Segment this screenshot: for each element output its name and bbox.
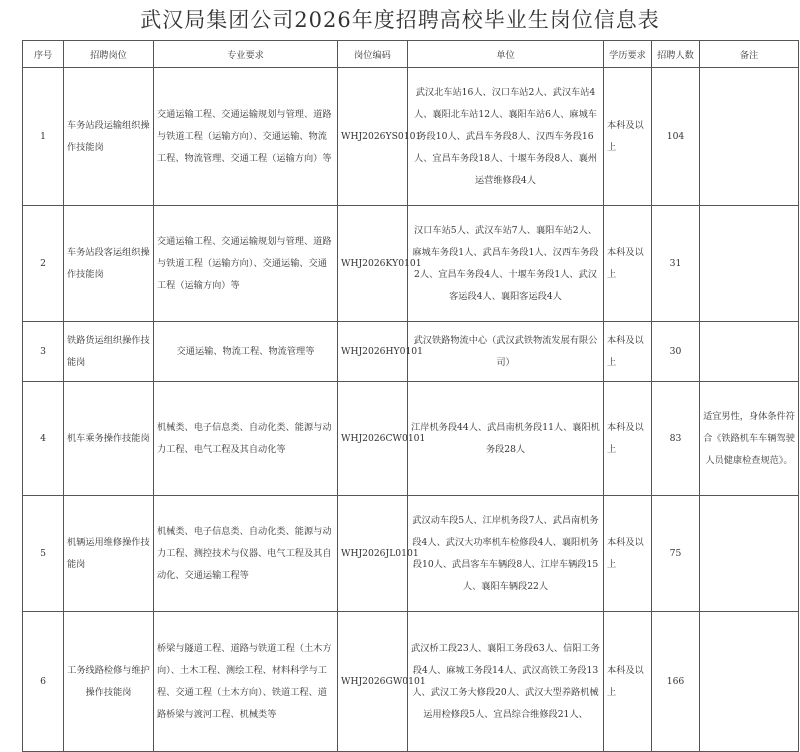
cell-code: WHJ2026KY0101 [338, 206, 408, 322]
cell-major: 交通运输工程、交通运输规划与管理、道路与铁道工程（运输方向）、交通运输、交通工程（运输方向）等 [154, 206, 338, 322]
cell-note [700, 206, 799, 322]
header-position: 招聘岗位 [64, 41, 154, 68]
header-code: 岗位编码 [338, 41, 408, 68]
cell-edu: 本科及以上 [604, 322, 652, 382]
cell-count: 31 [652, 206, 700, 322]
cell-major: 交通运输、物流工程、物流管理等 [154, 322, 338, 382]
page-title: 武汉局集团公司2026年度招聘高校毕业生岗位信息表 [140, 8, 660, 32]
cell-unit: 武汉铁路物流中心（武汉武铁物流发展有限公司） [408, 322, 604, 382]
cell-code: WHJ2026JL0101 [338, 496, 408, 612]
cell-position: 铁路货运组织操作技能岗 [64, 322, 154, 382]
cell-code: WHJ2026GW0101 [338, 612, 408, 752]
cell-edu: 本科及以上 [604, 612, 652, 752]
cell-unit: 江岸机务段44人、武昌南机务段11人、襄阳机务段28人 [408, 382, 604, 496]
cell-note [700, 68, 799, 206]
cell-count: 83 [652, 382, 700, 496]
cell-note [700, 612, 799, 752]
job-table [22, 40, 799, 752]
cell-count: 166 [652, 612, 700, 752]
cell-edu: 本科及以上 [604, 496, 652, 612]
cell-count: 30 [652, 322, 700, 382]
table-row [23, 68, 799, 206]
cell-note: 适宜男性，身体条件符合《铁路机车车辆驾驶人员健康检查规范》。 [700, 382, 799, 496]
cell-position: 机车乘务操作技能岗 [64, 382, 154, 496]
table-header-row [23, 41, 799, 68]
cell-seq: 2 [23, 206, 64, 322]
cell-count: 104 [652, 68, 700, 206]
cell-unit: 汉口车站5人、武汉车站7人、襄阳车站2人、麻城车务段1人、武昌车务段1人、汉西车务段2人、宜昌车务段4人、十堰车务段1人、武汉客运段4人、襄阳客运段4人 [408, 206, 604, 322]
cell-note [700, 322, 799, 382]
header-major: 专业要求 [154, 41, 338, 68]
cell-seq: 1 [23, 68, 64, 206]
cell-unit: 武汉北车站16人、汉口车站2人、武汉车站4人、襄阳北车站12人、襄阳车站6人、麻城车务段10人、武昌车务段8人、汉西车务段16人、宜昌车务段18人、十堰车务段8人、襄州运营维修段4人 [408, 68, 604, 206]
header-note: 备注 [700, 41, 799, 68]
cell-seq: 6 [23, 612, 64, 752]
header-edu: 学历要求 [604, 41, 652, 68]
cell-seq: 4 [23, 382, 64, 496]
table-row [23, 382, 799, 496]
table-row [23, 612, 799, 752]
cell-position: 车务站段运输组织操作技能岗 [64, 68, 154, 206]
cell-code: WHJ2026HY0101 [338, 322, 408, 382]
cell-note [700, 496, 799, 612]
cell-unit: 武汉动车段5人、江岸机务段7人、武昌南机务段4人、武汉大功率机车检修段4人、襄阳机务段10人、武昌客车车辆段8人、江岸车辆段15人、襄阳车辆段22人 [408, 496, 604, 612]
table-row [23, 322, 799, 382]
cell-major: 机械类、电子信息类、自动化类、能源与动力工程、电气工程及其自动化等 [154, 382, 338, 496]
cell-position: 车务站段客运组织操作技能岗 [64, 206, 154, 322]
cell-position: 工务线路检修与维护操作技能岗 [64, 612, 154, 752]
cell-edu: 本科及以上 [604, 382, 652, 496]
cell-major: 机械类、电子信息类、自动化类、能源与动力工程、测控技术与仪器、电气工程及其自动化、交通运输工程等 [154, 496, 338, 612]
header-count: 招聘人数 [652, 41, 700, 68]
cell-code: WHJ2026CW0101 [338, 382, 408, 496]
cell-seq: 3 [23, 322, 64, 382]
cell-major: 交通运输工程、交通运输规划与管理、道路与铁道工程（运输方向）、交通运输、物流工程、物流管理、交通工程（运输方向）等 [154, 68, 338, 206]
cell-edu: 本科及以上 [604, 68, 652, 206]
table-row [23, 496, 799, 612]
cell-seq: 5 [23, 496, 64, 612]
cell-code: WHJ2026YS0101 [338, 68, 408, 206]
table-row [23, 206, 799, 322]
cell-edu: 本科及以上 [604, 206, 652, 322]
cell-unit: 武汉桥工段23人、襄阳工务段63人、信阳工务段4人、麻城工务段14人、武汉高铁工务段13人、武汉工务大修段20人、武汉大型养路机械运用检修段5人、宜昌综合维修段21人、 [408, 612, 604, 752]
cell-count: 75 [652, 496, 700, 612]
header-unit: 单位 [408, 41, 604, 68]
cell-position: 机辆运用维修操作技能岗 [64, 496, 154, 612]
header-seq: 序号 [23, 41, 64, 68]
cell-major: 桥梁与隧道工程、道路与铁道工程（土木方向）、土木工程、测绘工程、材料科学与工程、交通工程（土木方向）、铁道工程、道路桥梁与渡河工程、机械类等 [154, 612, 338, 752]
